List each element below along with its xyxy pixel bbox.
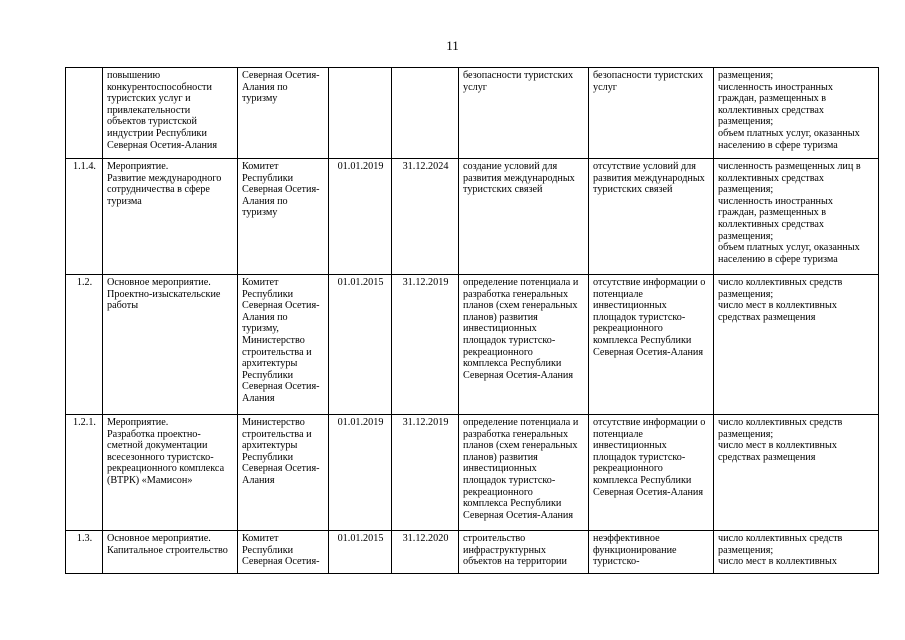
non-implementation-consequence: безопасности туристских услуг — [589, 68, 714, 159]
activity-name: Мероприятие. Разработка проектно- сметной документации всесезонного туристско- рекреационного комплекса (ВТРК) «Мамисон» — [103, 415, 238, 531]
expected-result: безопасности туристских услуг — [459, 68, 589, 159]
non-implementation-consequence: отсутствие информации о потенциале инвестиционных площадок туристско- рекреационного комплекса Республики Северная Осетия-Алания — [589, 275, 714, 415]
expected-result: определение потенциала и разработка генеральных планов (схем генеральных планов) развития инвестиционных площадок туристско- рекреационного комплекса Республики Северная Осетия-Алания — [459, 415, 589, 531]
start-date — [329, 68, 392, 159]
non-implementation-consequence: отсутствие условий для развития международных туристских связей — [589, 159, 714, 275]
start-date: 01.01.2015 — [329, 275, 392, 415]
table-row — [66, 531, 879, 574]
end-date: 31.12.2019 — [392, 275, 459, 415]
expected-result: определение потенциала и разработка генеральных планов (схем генеральных планов) развития инвестиционных площадок туристско- рекреационного комплекса Республики Северная Осетия-Алания — [459, 275, 589, 415]
program-activities-table — [65, 67, 879, 574]
executor: Комитет Республики Северная Осетия- Алания по туризму — [238, 159, 329, 275]
table-row — [66, 159, 879, 275]
target-indicators: число коллективных средств размещения; число мест в коллективных средствах размещения — [714, 275, 879, 415]
end-date: 31.12.2024 — [392, 159, 459, 275]
row-number — [66, 68, 103, 159]
table-row — [66, 275, 879, 415]
row-number: 1.2.1. — [66, 415, 103, 531]
non-implementation-consequence: неэффективное функционирование туристско- — [589, 531, 714, 574]
target-indicators: число коллективных средств размещения; число мест в коллективных — [714, 531, 879, 574]
page-number: 11 — [446, 38, 459, 53]
target-indicators: численность размещенных лиц в коллективных средствах размещения; численность иностранных граждан, размещенных в коллективных средствах размещения; объем платных услуг, оказанных населению в сфере туризма — [714, 159, 879, 275]
executor: Министерство строительства и архитектуры Республики Северная Осетия- Алания — [238, 415, 329, 531]
executor: Комитет Республики Северная Осетия- Алания по туризму, Министерство строительства и архитектуры Республики Северная Осетия- Алания — [238, 275, 329, 415]
non-implementation-consequence: отсутствие информации о потенциале инвестиционных площадок туристско- рекреационного комплекса Республики Северная Осетия-Алания — [589, 415, 714, 531]
activity-name: Мероприятие. Развитие международного сотрудничества в сфере туризма — [103, 159, 238, 275]
expected-result: создание условий для развития международных туристских связей — [459, 159, 589, 275]
row-number: 1.3. — [66, 531, 103, 574]
expected-result: строительство инфраструктурных объектов на территории — [459, 531, 589, 574]
table-row — [66, 68, 879, 159]
executor: Комитет Республики Северная Осетия- — [238, 531, 329, 574]
activity-name: Основное мероприятие. Проектно-изыскательские работы — [103, 275, 238, 415]
start-date: 01.01.2019 — [329, 415, 392, 531]
table-row — [66, 415, 879, 531]
target-indicators: число коллективных средств размещения; число мест в коллективных средствах размещения — [714, 415, 879, 531]
start-date: 01.01.2019 — [329, 159, 392, 275]
start-date: 01.01.2015 — [329, 531, 392, 574]
activity-name: повышению конкурентоспособности туристских услуг и привлекательности объектов туристской индустрии Республики Северная Осетия-Алания — [103, 68, 238, 159]
executor: Северная Осетия- Алания по туризму — [238, 68, 329, 159]
row-number: 1.1.4. — [66, 159, 103, 275]
target-indicators: размещения; численность иностранных граждан, размещенных в коллективных средствах размещения; объем платных услуг, оказанных населению в сфере туризма — [714, 68, 879, 159]
activity-name: Основное мероприятие. Капитальное строительство — [103, 531, 238, 574]
row-number: 1.2. — [66, 275, 103, 415]
end-date: 31.12.2019 — [392, 415, 459, 531]
end-date — [392, 68, 459, 159]
end-date: 31.12.2020 — [392, 531, 459, 574]
